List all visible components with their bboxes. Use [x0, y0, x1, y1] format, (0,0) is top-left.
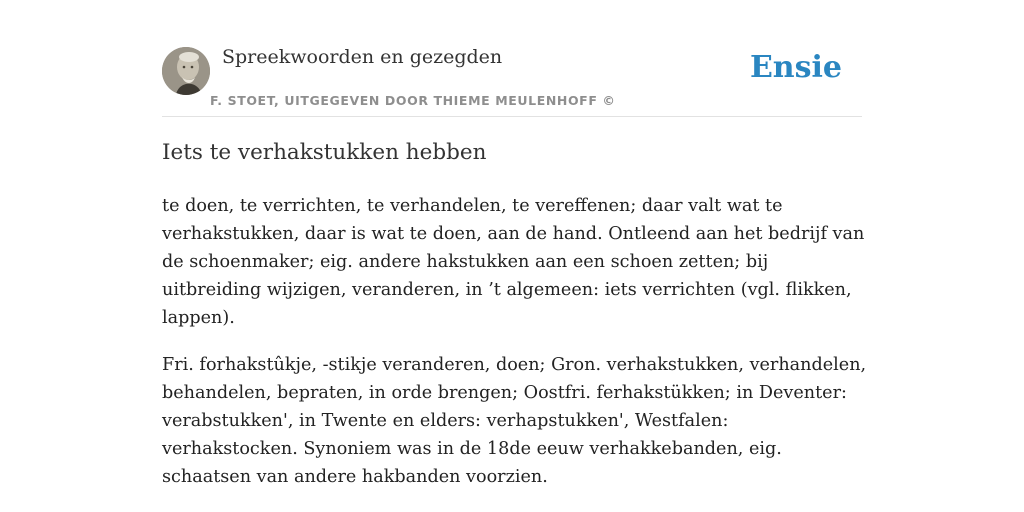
entry-title: Iets te verhakstukken hebben: [162, 140, 487, 165]
header: [162, 44, 862, 117]
brand-logo[interactable]: Ensie: [749, 50, 842, 85]
entry-body: [162, 192, 868, 510]
source-title[interactable]: Spreekwoorden en gezegden: [222, 46, 503, 68]
author-avatar: [162, 47, 210, 95]
source-credit: F. STOET, UITGEGEVEN DOOR THIEME MEULENHOFF ©: [210, 93, 616, 108]
entry-paragraph: te doen, te verrichten, te verhandelen, te vereffenen; daar valt wat te verhakstukken, daar is wat te doen, aan de hand. Ontleend aan het bedrijf van de schoenmaker; eig. andere hakstukken aan een schoen zetten; bij uitbreiding wijzigen, veranderen, in ’t algemeen: iets verrichten (vgl. flikken, lappen).: [162, 196, 865, 328]
author-portrait-image: [162, 47, 210, 95]
entry-paragraph: Fri. forhakstûkje, -stikje veranderen, doen; Gron. verhakstukken, verhandelen, behandelen, bepraten, in orde brengen; Oostfri. ferhakstükken; in Deventer: verabstukken', in Twente en elders: verhapstukken', Westfalen: verhakstocken. Synoniem was in de 18de eeuw verhakkebanden, eig. schaatsen van andere hakbanden voorzien.: [162, 355, 867, 487]
